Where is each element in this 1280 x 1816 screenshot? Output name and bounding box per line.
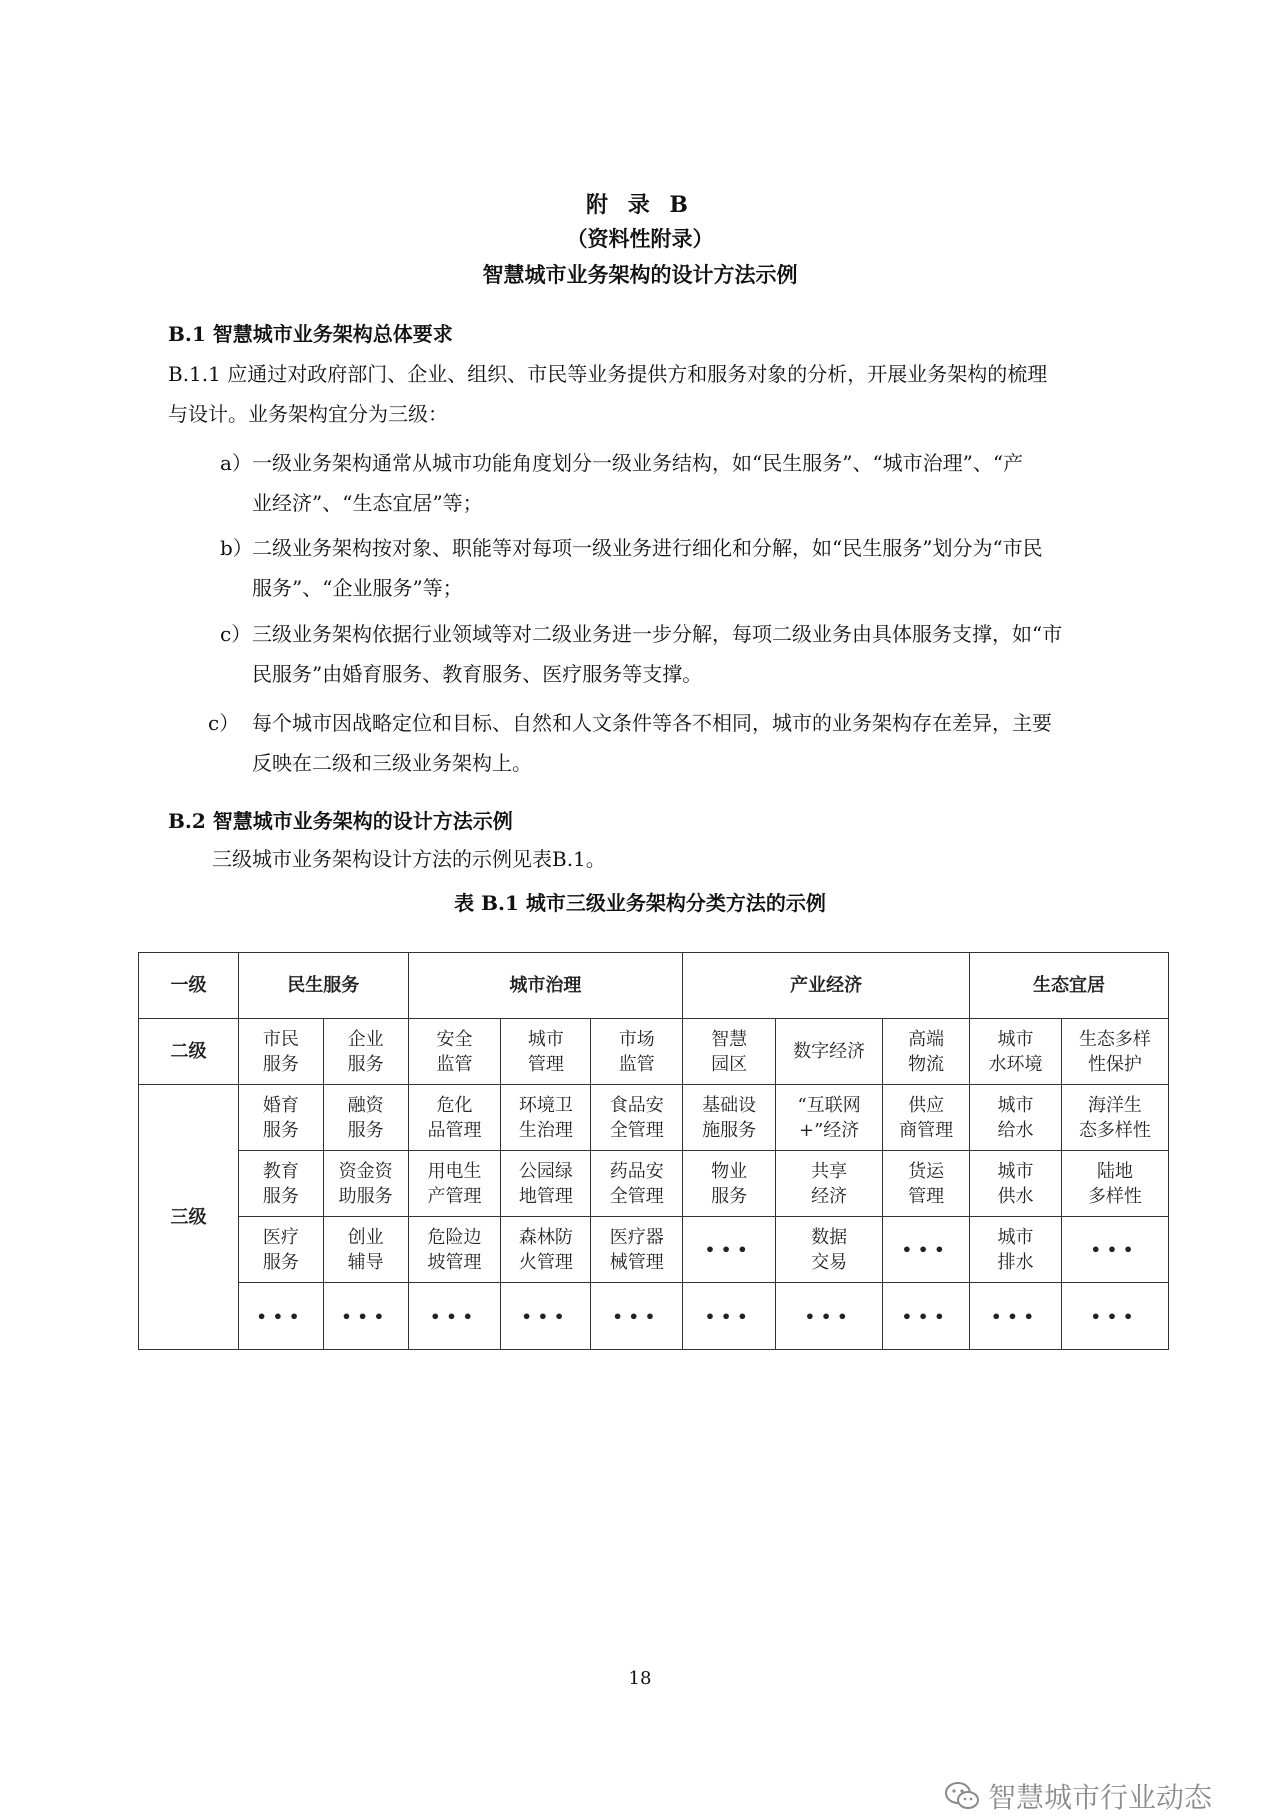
cell-line: 性保护: [1087, 1053, 1142, 1075]
table-row: [139, 1151, 1169, 1217]
level3-cell: [776, 1283, 883, 1350]
level3-cell: [238, 1217, 323, 1283]
ellipsis-dots: •••: [704, 1306, 754, 1326]
cell-line: 全管理: [609, 1185, 664, 1207]
level3-cell: [683, 1085, 776, 1151]
cell-line: 药品安: [609, 1160, 664, 1182]
list-item-text: 二级业务架构按对象、职能等对每项一级业务进行细化和分解，如“民生服务”划分为“市民: [252, 536, 1043, 560]
cell-line: 医疗器: [609, 1226, 664, 1248]
level3-cell: [591, 1283, 683, 1350]
section-b2-heading: B.2 智慧城市业务架构的设计方法示例: [168, 809, 513, 833]
cell-line: 多样性: [1087, 1185, 1142, 1207]
level3-cell: [591, 1085, 683, 1151]
level3-cell: [970, 1217, 1062, 1283]
cell-line: 供水: [997, 1185, 1034, 1207]
level3-cell: [501, 1085, 591, 1151]
level3-cell: [776, 1151, 883, 1217]
cell-line: 生态多样: [1078, 1028, 1151, 1050]
cell-line: 排水: [997, 1251, 1034, 1273]
cell-line: 经济: [811, 1185, 848, 1207]
list-item-text: 业经济”、“生态宜居”等；: [252, 491, 483, 515]
cell-line: 监管: [618, 1053, 655, 1075]
cell-line: 服务: [262, 1053, 299, 1075]
cell-line: 水环境: [988, 1053, 1043, 1075]
cell-line: 服务: [347, 1053, 384, 1075]
table-row: [139, 953, 1169, 1019]
list-item-b: [220, 528, 1043, 608]
cell-line: 货运: [908, 1160, 945, 1182]
level3-cell: [683, 1217, 776, 1283]
level2-cell: [408, 1019, 501, 1085]
cell-line: 服务: [262, 1185, 299, 1207]
list-item-c: [220, 614, 1062, 694]
cell-line: “互联网: [797, 1094, 861, 1116]
level3-cell: [883, 1151, 970, 1217]
level2-cell: [683, 1019, 776, 1085]
cell-line: 食品安: [609, 1094, 664, 1116]
cell-line: 给水: [997, 1119, 1034, 1141]
level1-cell: 生态宜居: [970, 953, 1169, 1019]
cell-line: 全管理: [609, 1119, 664, 1141]
cell-line: 共享: [811, 1160, 848, 1182]
level2-cell: [970, 1019, 1062, 1085]
cell-line: 市场: [618, 1028, 655, 1050]
cell-line: 城市: [997, 1028, 1034, 1050]
cell-line: 融资: [347, 1094, 384, 1116]
watermark: [944, 1776, 1212, 1816]
ellipsis-dots: •••: [612, 1306, 662, 1326]
cell-line: 城市: [527, 1028, 564, 1050]
ellipsis-dots: •••: [991, 1306, 1040, 1326]
cell-line: 海洋生: [1087, 1094, 1142, 1116]
table-row: [139, 1019, 1169, 1085]
table-row: [139, 1085, 1169, 1151]
level3-cell: [970, 1085, 1062, 1151]
level3-cell: [408, 1217, 501, 1283]
cell-line: 医疗: [262, 1226, 299, 1248]
appendix-type: （资料性附录）: [566, 226, 714, 251]
page-number: 18: [628, 1668, 652, 1689]
cell-line: 辅导: [347, 1251, 384, 1273]
ellipsis-dots: •••: [1090, 1306, 1140, 1326]
level2-cell: [1061, 1019, 1168, 1085]
level3-cell: [408, 1283, 501, 1350]
b2-paragraph: 三级城市业务架构设计方法的示例见表B.1。: [212, 847, 606, 871]
level3-cell: [683, 1151, 776, 1217]
level1-cell: 民生服务: [238, 953, 408, 1019]
ellipsis-dots: •••: [901, 1306, 951, 1326]
cell-line: 基础设: [702, 1094, 757, 1116]
cell-line: 教育: [262, 1160, 299, 1182]
cell-line: 地管理: [518, 1185, 573, 1207]
watermark-text: 智慧城市行业动态: [988, 1781, 1213, 1814]
list-marker: a）: [220, 451, 252, 475]
level2-cell: [238, 1019, 323, 1085]
ellipsis-dots: •••: [804, 1306, 854, 1326]
wechat-icon: [944, 1781, 980, 1811]
list-marker: c）: [208, 711, 240, 735]
level3-cell: [238, 1283, 323, 1350]
cell-line: 服务: [711, 1185, 748, 1207]
level-label-3: 三级: [139, 1085, 239, 1350]
ellipsis-dots: •••: [704, 1240, 754, 1259]
level3-cell: [408, 1085, 501, 1151]
ellipsis-dots: •••: [1090, 1240, 1140, 1259]
list-item-text: 服务”、“企业服务”等；: [252, 576, 463, 600]
cell-line: 陆地: [1096, 1160, 1133, 1182]
level3-cell: [970, 1283, 1062, 1350]
level3-cell: [591, 1217, 683, 1283]
ellipsis-dots: •••: [901, 1240, 951, 1259]
level3-cell: [323, 1217, 408, 1283]
level1-cell: 产业经济: [683, 953, 970, 1019]
level2-cell: [776, 1019, 883, 1085]
list-item-text: 民服务”由婚育服务、教育服务、医疗服务等支撑。: [252, 662, 703, 686]
cell-line: 企业: [347, 1028, 384, 1050]
list-item-text: 一级业务架构通常从城市功能角度划分一级业务结构，如“民生服务”、“城市治理”、“产: [252, 451, 1024, 475]
level3-cell: [776, 1217, 883, 1283]
cell-line: 供应: [908, 1094, 945, 1116]
cell-line: 服务: [347, 1119, 384, 1141]
level3-cell: [1061, 1085, 1168, 1151]
cell-line: 高端: [908, 1028, 945, 1050]
cell-line: 创业: [347, 1226, 384, 1248]
cell-line: 市民: [262, 1028, 299, 1050]
level3-cell: [323, 1283, 408, 1350]
b11-line1: B.1.1 应通过对政府部门、企业、组织、市民等业务提供方和服务对象的分析，开展业务架构的梳理: [168, 362, 1048, 386]
level3-cell: [238, 1151, 323, 1217]
level3-cell: [1061, 1217, 1168, 1283]
level3-cell: [683, 1283, 776, 1350]
level3-cell: [883, 1283, 970, 1350]
level2-cell: [501, 1019, 591, 1085]
appendix-heading: 智慧城市业务架构的设计方法示例: [482, 262, 798, 287]
cell-line: 态多样性: [1078, 1119, 1151, 1141]
cell-line: 城市: [997, 1160, 1034, 1182]
cell-line: 品管理: [427, 1119, 482, 1141]
level3-cell: [1061, 1283, 1168, 1350]
level3-cell: [501, 1151, 591, 1217]
cell-line: +”经济: [798, 1119, 860, 1141]
level3-cell: [323, 1151, 408, 1217]
list-marker: c）: [220, 622, 252, 646]
list-marker: b）: [220, 536, 253, 560]
cell-line: 婚育: [262, 1094, 299, 1116]
level-label-2: 二级: [139, 1019, 239, 1085]
list-item-d: [208, 703, 1052, 783]
cell-line: 生治理: [518, 1119, 573, 1141]
cell-line: 商管理: [899, 1119, 954, 1141]
ellipsis-dots: •••: [341, 1306, 391, 1326]
cell-line: 园区: [711, 1053, 748, 1075]
cell-line: 服务: [262, 1251, 299, 1273]
cell-line: 物流: [908, 1053, 945, 1075]
table-row: [139, 1283, 1169, 1350]
cell-line: 服务: [262, 1119, 299, 1141]
cell-line: 助服务: [338, 1185, 393, 1207]
cell-line: 危化: [436, 1094, 473, 1116]
section-b1-heading: B.1 智慧城市业务架构总体要求: [168, 322, 453, 346]
level1-cell: 城市治理: [408, 953, 683, 1019]
cell-line: 用电生: [427, 1160, 482, 1182]
level3-cell: [1061, 1151, 1168, 1217]
cell-line: 交易: [811, 1251, 848, 1273]
cell-line: 数据: [811, 1226, 848, 1248]
cell-line: 坡管理: [427, 1251, 482, 1273]
cell-line: 物业: [711, 1160, 748, 1182]
cell-line: 城市: [997, 1094, 1034, 1116]
level3-cell: [323, 1085, 408, 1151]
level3-cell: [408, 1151, 501, 1217]
list-item-text: 每个城市因战略定位和目标、自然和人文条件等各不相同，城市的业务架构存在差异，主要: [252, 711, 1052, 735]
level2-cell: [591, 1019, 683, 1085]
level3-cell: [970, 1151, 1062, 1217]
cell-line: 管理: [908, 1185, 945, 1207]
level3-cell: [591, 1151, 683, 1217]
level3-cell: [501, 1283, 591, 1350]
level3-cell: [776, 1085, 883, 1151]
list-item-text: 反映在二级和三级业务架构上。: [252, 751, 532, 775]
cell-line: 资金资: [338, 1160, 393, 1182]
cell-line: 火管理: [518, 1251, 573, 1273]
cell-line: 环境卫: [518, 1094, 573, 1116]
level3-cell: [883, 1217, 970, 1283]
cell-line: 监管: [436, 1053, 473, 1075]
cell-line: 施服务: [702, 1119, 757, 1141]
cell-line: 数字经济: [793, 1041, 866, 1062]
list-item-text: 三级业务架构依据行业领域等对二级业务进一步分解，每项二级业务由具体服务支撑，如“市: [252, 622, 1063, 646]
level3-cell: [238, 1085, 323, 1151]
ellipsis-dots: •••: [521, 1306, 571, 1326]
cell-line: 智慧: [711, 1028, 748, 1050]
ellipsis-dots: •••: [256, 1306, 306, 1326]
level2-cell: [323, 1019, 408, 1085]
business-architecture-table: [138, 952, 1169, 1350]
level-label-1: 一级: [139, 953, 239, 1019]
cell-line: 械管理: [609, 1251, 664, 1273]
b11-line2: 与设计。业务架构宜分为三级：: [168, 402, 448, 426]
cell-line: 公园绿: [518, 1160, 573, 1182]
cell-line: 管理: [527, 1053, 564, 1075]
cell-line: 产管理: [427, 1185, 482, 1207]
cell-line: 危险边: [427, 1226, 482, 1248]
appendix-title: 附 录 B: [586, 192, 694, 218]
ellipsis-dots: •••: [430, 1306, 479, 1326]
level3-cell: [501, 1217, 591, 1283]
cell-line: 安全: [436, 1028, 473, 1050]
table-row: [139, 1217, 1169, 1283]
table-caption: 表 B.1 城市三级业务架构分类方法的示例: [454, 891, 826, 915]
cell-line: 森林防: [518, 1226, 573, 1248]
list-item-a: [220, 443, 1023, 523]
level3-cell: [883, 1085, 970, 1151]
level2-cell: [883, 1019, 970, 1085]
cell-line: 城市: [997, 1226, 1034, 1248]
